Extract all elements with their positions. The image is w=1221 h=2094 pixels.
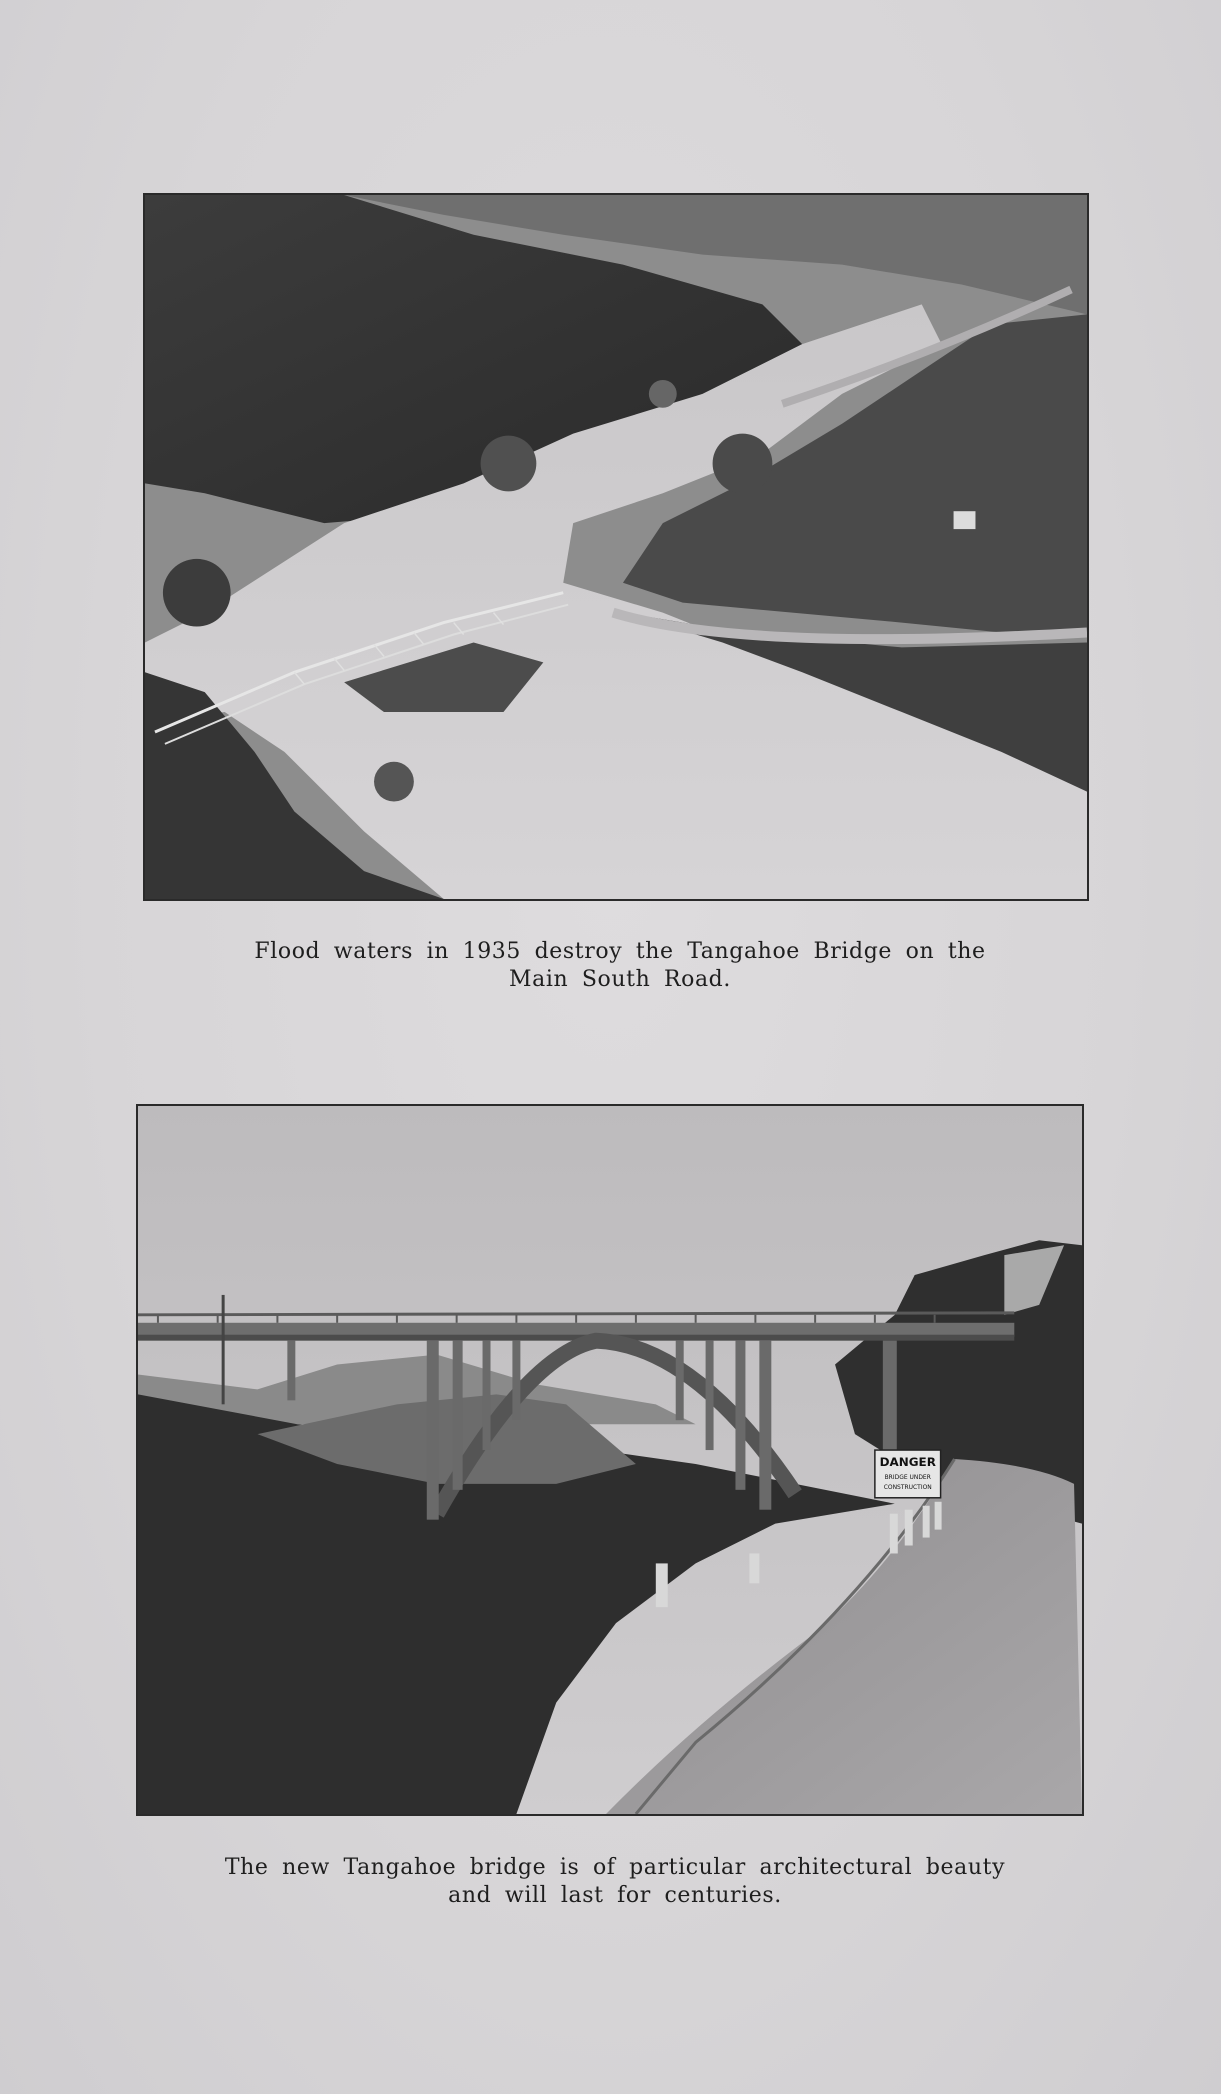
flood-photo xyxy=(143,193,1089,901)
flood-scene-image xyxy=(145,195,1087,899)
caption-line: Main South Road. xyxy=(509,967,731,992)
caption-line: The new Tangahoe bridge is of particular architectural beauty xyxy=(224,1855,1006,1880)
new-bridge-photo xyxy=(136,1104,1084,1816)
caption-line: Flood waters in 1935 destroy the Tangahoe Bridge on the xyxy=(254,939,986,964)
caption-line: and will last for centuries. xyxy=(448,1883,782,1908)
danger-sign-line: CONSTRUCTION xyxy=(883,1483,932,1491)
danger-sign-title: DANGER xyxy=(879,1454,936,1469)
bridge-scene-image xyxy=(138,1106,1082,1814)
flood-photo-caption xyxy=(150,938,1090,994)
danger-sign-line: BRIDGE UNDER xyxy=(884,1473,931,1481)
new-bridge-photo-caption xyxy=(140,1854,1090,1910)
